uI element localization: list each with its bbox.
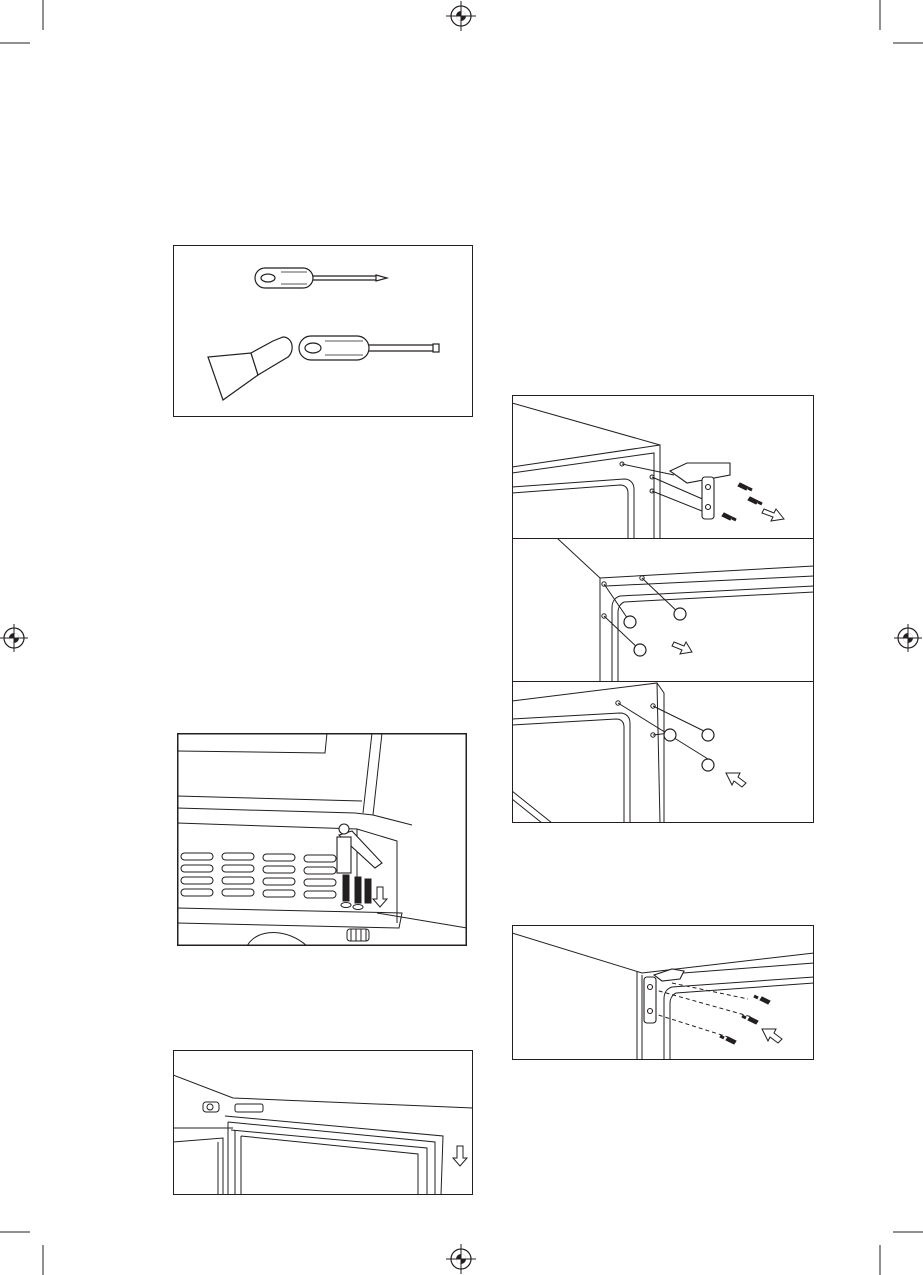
figure-lower-door (173, 1050, 473, 1195)
registration-mark-top (446, 1, 476, 31)
figure-top-hinge-install (512, 925, 814, 1060)
registration-mark-right (894, 624, 922, 652)
figure-hole-caps-remove (512, 538, 814, 683)
figure-hole-caps-insert (512, 681, 814, 823)
figure-top-hinge-remove (512, 395, 814, 540)
figure-bottom-hinge (177, 733, 467, 946)
registration-mark-left (0, 624, 28, 652)
figure-tools (173, 245, 473, 417)
registration-mark-bottom (446, 1244, 476, 1274)
leveling-foot-icon (347, 929, 369, 941)
